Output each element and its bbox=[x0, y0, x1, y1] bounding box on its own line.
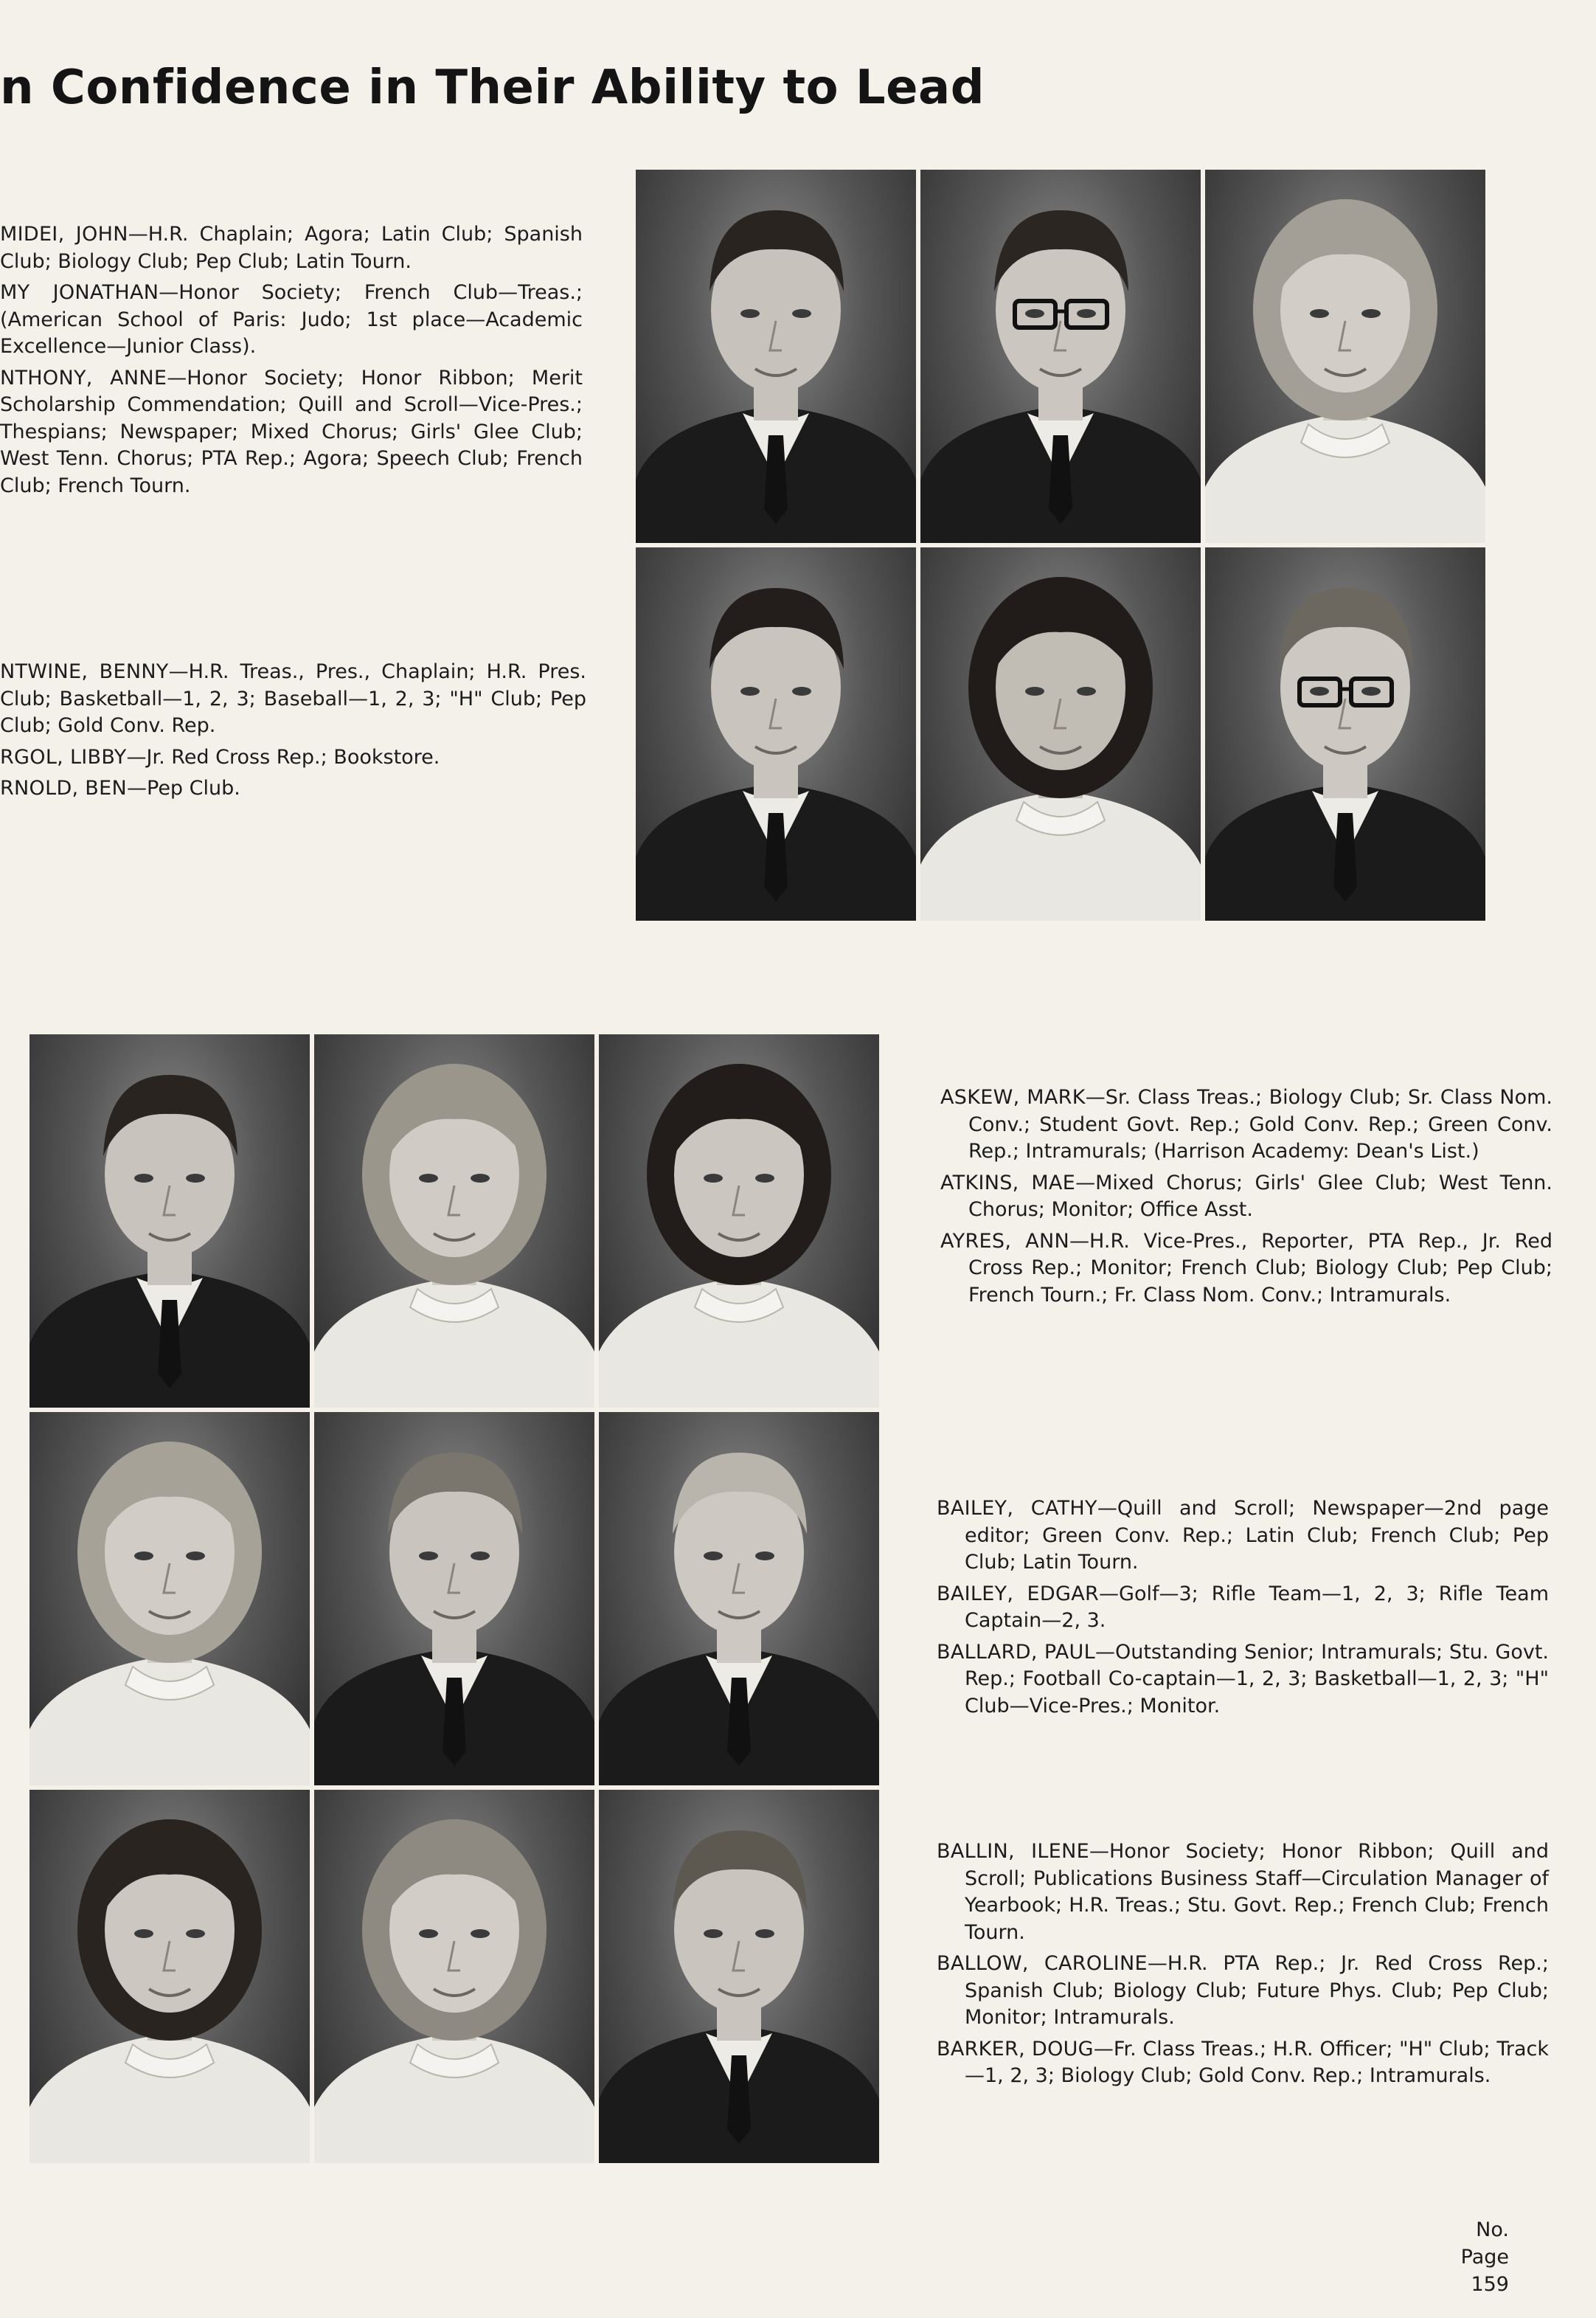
student-portrait bbox=[599, 1790, 879, 2163]
page-number bbox=[1461, 2216, 1509, 2298]
bio-entry bbox=[0, 744, 586, 772]
student-activities: —Jr. Red Cross Rep.; Bookstore. bbox=[126, 745, 440, 769]
student-activities: —Honor Society; French Club—Treas.; (American School of Paris: Judo; 1st place—Academic Excellence—Junior Class). bbox=[0, 281, 583, 358]
student-name: RGOL, LIBBY bbox=[0, 745, 127, 769]
bio-entry bbox=[940, 1228, 1552, 1310]
student-portrait bbox=[30, 1034, 310, 1408]
bio-block-ballin bbox=[937, 1838, 1549, 2094]
student-activities: —Honor Society; Honor Ribbon; Merit Scholarship Commendation; Quill and Scroll—Vice-Pres.; Thespians; Newspaper; Mixed Chorus; Girls' Glee Club; West Tenn. Chorus; PTA Rep.; Agora; Speech Club; French Club; French Tourn. bbox=[0, 366, 583, 497]
student-portrait bbox=[30, 1790, 310, 2163]
bio-block-askew bbox=[940, 1084, 1552, 1313]
student-activities: —Honor Society; Honor Ribbon; Quill and Scroll; Publications Business Staff—Circulation Manager of Yearbook; H.R. Treas.; Stu. Govt. Rep.; French Club; French Tourn. bbox=[965, 1840, 1549, 1944]
page-number-label: Page bbox=[1460, 2246, 1509, 2269]
student-activities: —Fr. Class Treas.; H.R. Officer; "H" Club; Track—1, 2, 3; Biology Club; Gold Conv. Rep.; Intramurals. bbox=[965, 2037, 1550, 2087]
student-portrait bbox=[314, 1034, 594, 1408]
bio-entry bbox=[0, 775, 586, 803]
student-name: NTWINE, BENNY bbox=[0, 660, 169, 683]
student-name: BAILEY, CATHY bbox=[937, 1497, 1097, 1520]
student-portrait bbox=[1205, 547, 1485, 921]
student-portrait bbox=[599, 1034, 879, 1408]
bio-block-middle bbox=[0, 659, 586, 807]
student-portrait bbox=[920, 170, 1201, 543]
student-portrait bbox=[920, 547, 1201, 921]
bio-entry bbox=[0, 365, 583, 500]
student-name: ASKEW, MARK bbox=[940, 1086, 1086, 1109]
page-number-value: 159 bbox=[1471, 2273, 1509, 2296]
page-number-label: No. bbox=[1476, 2218, 1509, 2241]
student-activities: —H.R. PTA Rep.; Jr. Red Cross Rep.; Spanish Club; Biology Club; Future Phys. Club; Pep Club; Monitor; Intramurals. bbox=[965, 1952, 1549, 2029]
student-portrait bbox=[636, 547, 916, 921]
student-portrait bbox=[314, 1790, 594, 2163]
student-activities: —Sr. Class Treas.; Biology Club; Sr. Class Nom. Conv.; Student Govt. Rep.; Gold Conv. Rep.; Green Conv. Rep.; Intramurals; (Harrison Academy: Dean's List.) bbox=[968, 1086, 1552, 1163]
bio-entry bbox=[940, 1084, 1552, 1166]
student-name: RNOLD, BEN bbox=[0, 777, 127, 800]
student-activities: —H.R. Treas., Pres., Chaplain; H.R. Pres. Club; Basketball—1, 2, 3; Baseball—1, 2, 3; "H" Club; Pep Club; Gold Conv. Rep. bbox=[0, 660, 586, 737]
student-name: BARKER, DOUG bbox=[937, 2037, 1094, 2061]
student-portrait bbox=[1205, 170, 1485, 543]
student-portrait bbox=[30, 1412, 310, 1785]
student-activities: —H.R. Vice-Pres., Reporter, PTA Rep., Jr. Red Cross Rep.; Monitor; French Club; Biology Club; Pep Club; French Tourn.; Fr. Class Nom. Conv.; Intramurals. bbox=[968, 1229, 1552, 1307]
student-name: BAILEY, EDGAR bbox=[937, 1582, 1100, 1605]
bio-entry bbox=[940, 1170, 1552, 1224]
bio-entry bbox=[937, 1581, 1549, 1635]
bio-entry bbox=[937, 2036, 1549, 2090]
student-activities: —Quill and Scroll; Newspaper—2nd page editor; Green Conv. Rep.; Latin Club; French Club; Pep Club; Latin Tourn. bbox=[965, 1497, 1549, 1574]
student-activities: —Golf—3; Rifle Team—1, 2, 3; Rifle Team Captain—2, 3. bbox=[965, 1582, 1549, 1632]
student-name: BALLOW, CAROLINE bbox=[937, 1952, 1148, 1975]
bio-entry bbox=[0, 659, 586, 740]
student-portrait bbox=[314, 1412, 594, 1785]
student-name: MY JONATHAN bbox=[0, 281, 159, 304]
student-name: AYRES, ANN bbox=[940, 1229, 1070, 1253]
student-name: BALLIN, ILENE bbox=[937, 1840, 1089, 1863]
student-activities: —H.R. Chaplain; Agora; Latin Club; Spanish Club; Biology Club; Pep Club; Latin Tourn. bbox=[0, 223, 583, 273]
student-portrait bbox=[636, 170, 916, 543]
portrait-grid-top bbox=[636, 170, 1485, 921]
student-name: ATKINS, MAE bbox=[940, 1171, 1076, 1194]
page-headline: n Confidence in Their Ability to Lead bbox=[0, 60, 985, 115]
student-activities: —Outstanding Senior; Intramurals; Stu. Govt. Rep.; Football Co-captain—1, 2, 3; Basketball—1, 2, 3; "H" Club—Vice-Pres.; Monitor. bbox=[965, 1640, 1549, 1717]
bio-entry bbox=[937, 1495, 1549, 1577]
bio-entry bbox=[0, 221, 583, 275]
bio-entry bbox=[937, 1838, 1549, 1946]
bio-block-bailey bbox=[937, 1495, 1549, 1724]
student-portrait bbox=[599, 1412, 879, 1785]
student-name: BALLARD, PAUL bbox=[937, 1640, 1095, 1664]
bio-entry bbox=[937, 1951, 1549, 2032]
portrait-grid-bottom bbox=[30, 1034, 879, 2163]
student-activities: —Pep Club. bbox=[127, 777, 240, 800]
student-name: NTHONY, ANNE bbox=[0, 366, 167, 390]
bio-entry bbox=[0, 280, 583, 361]
bio-block-top bbox=[0, 221, 583, 504]
student-activities: —Mixed Chorus; Girls' Glee Club; West Tenn. Chorus; Monitor; Office Asst. bbox=[968, 1171, 1552, 1221]
bio-entry bbox=[937, 1639, 1549, 1720]
student-name: MIDEI, JOHN bbox=[0, 223, 128, 246]
